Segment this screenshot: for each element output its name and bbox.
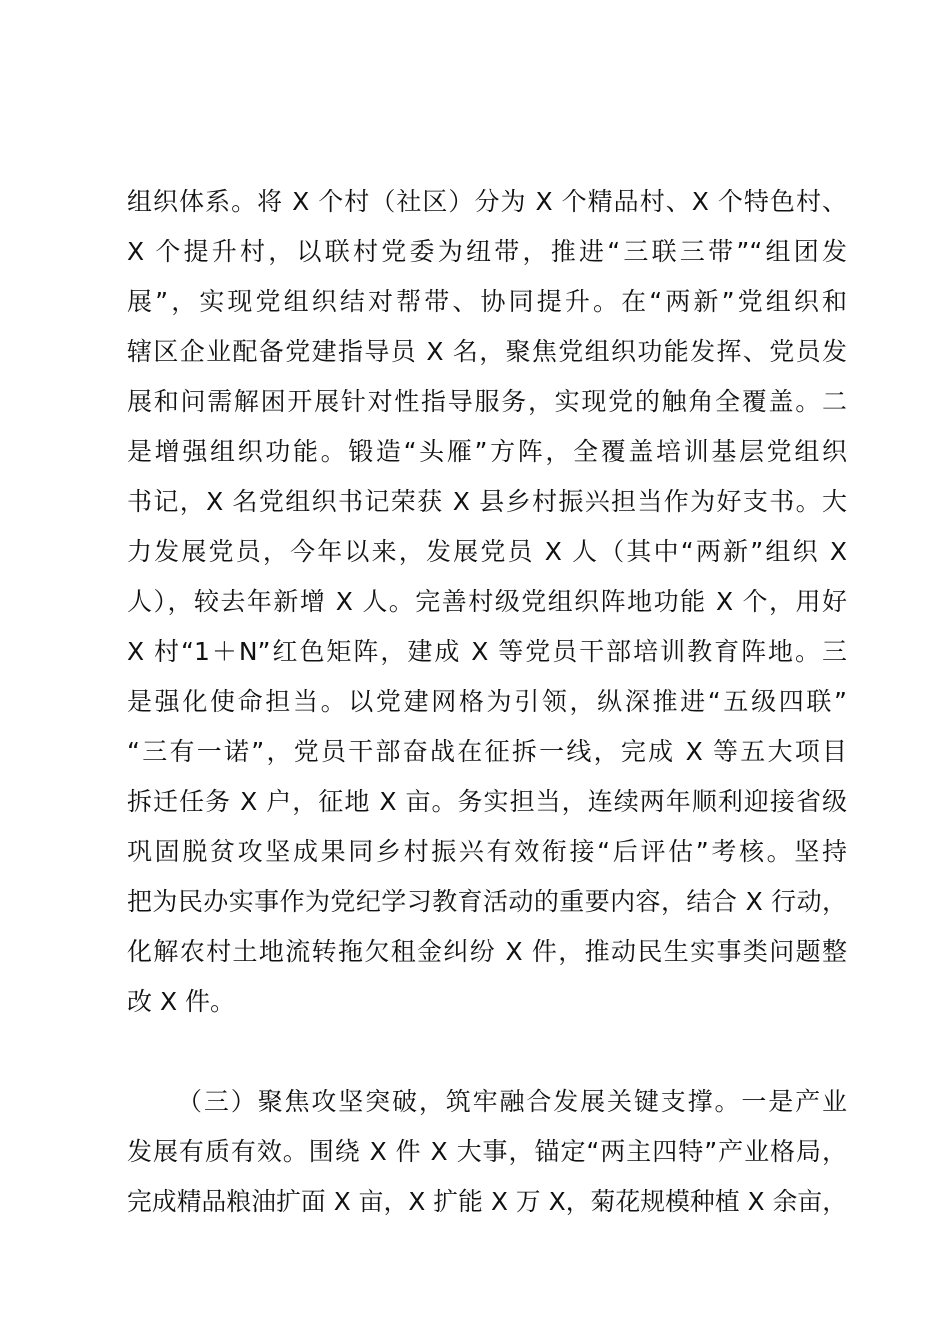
text-line: 把为民办实事作为党纪学习教育活动的重要内容，结合 X 行动， <box>127 887 847 916</box>
text-line: 拆迁任务 X 户，征地 X 亩。务实担当，连续两年顺利迎接省级 <box>127 787 847 816</box>
text-line: 组织体系。将 X 个村（社区）分为 X 个精品村、X 个特色村、 <box>127 187 847 216</box>
text-line: 辖区企业配备党建指导员 X 名，聚焦党组织功能发挥、党员发 <box>127 337 847 366</box>
text-line: “三有一诺”，党员干部奋战在征拆一线，完成 X 等五大项目 <box>127 737 847 766</box>
text-line: 人），较去年新增 X 人。完善村级党组织阵地功能 X 个，用好 <box>127 587 847 616</box>
text-line: 力发展党员，今年以来，发展党员 X 人（其中“两新”组织 X <box>127 537 847 566</box>
text-line: 完成精品粮油扩面 X 亩，X 扩能 X 万 X，菊花规模种植 X 余亩， <box>127 1187 847 1216</box>
text-line: 化解农村土地流转拖欠租金纠纷 X 件，推动民生实事类问题整 <box>127 937 847 966</box>
text-line: 是强化使命担当。以党建网格为引领，纵深推进“五级四联” <box>127 687 847 716</box>
text-line: 是增强组织功能。锻造“头雁”方阵，全覆盖培训基层党组织 <box>127 437 847 466</box>
text-line: 展”，实现党组织结对帮带、协同提升。在“两新”党组织和 <box>127 287 847 316</box>
text-line: 书记，X 名党组织书记荣获 X 县乡村振兴担当作为好支书。大 <box>127 487 847 516</box>
text-line: 巩固脱贫攻坚成果同乡村振兴有效衔接“后评估”考核。坚持 <box>127 837 847 866</box>
paragraph-end-line: 改 X 件。 <box>127 987 236 1016</box>
text-line: 展和问需解困开展针对性指导服务，实现党的触角全覆盖。二 <box>127 387 847 416</box>
text-line: 发展有质有效。围绕 X 件 X 大事，锚定“两主四特”产业格局， <box>127 1137 847 1166</box>
text-line: X 个提升村，以联村党委为纽带，推进“三联三带”“组团发 <box>127 237 847 266</box>
body-text <box>127 177 847 1227</box>
text-line: X 村“1＋N”红色矩阵，建成 X 等党员干部培训教育阵地。三 <box>127 637 847 666</box>
paragraph-gap <box>127 1027 847 1077</box>
section-heading-line: （三）聚焦攻坚突破，筑牢融合发展关键支撑。一是产业 <box>177 1087 847 1116</box>
